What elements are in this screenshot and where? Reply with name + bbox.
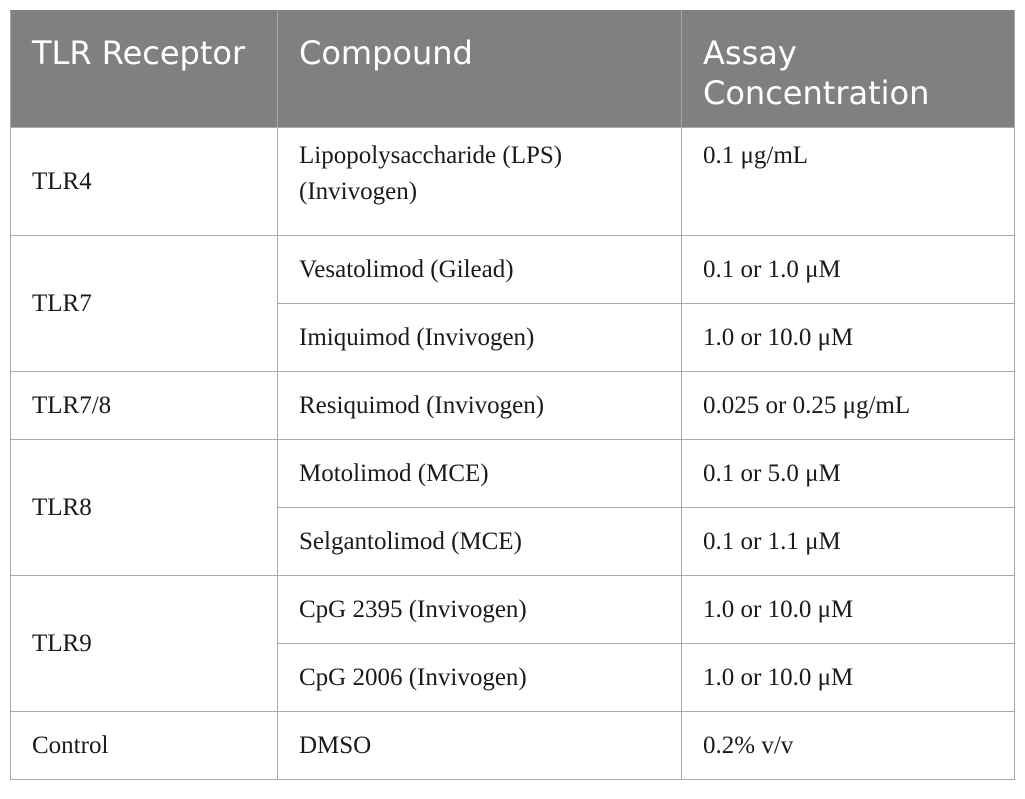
receptor-cell: TLR4 — [11, 128, 278, 236]
header-row — [11, 11, 1015, 128]
receptor-cell: Control — [11, 712, 278, 780]
tlr-compound-table — [10, 10, 1015, 780]
compound-cell: Resiquimod (Invivogen) — [278, 372, 682, 440]
table-row — [11, 576, 1015, 644]
concentration-cell: 0.2% v/v — [682, 712, 1015, 780]
table-row — [11, 236, 1015, 304]
concentration-cell: 1.0 or 10.0 μM — [682, 576, 1015, 644]
concentration-cell: 0.1 μg/mL — [682, 128, 1015, 236]
table-row — [11, 440, 1015, 508]
compound-cell: CpG 2006 (Invivogen) — [278, 644, 682, 712]
table-row — [11, 372, 1015, 440]
compound-cell: Vesatolimod (Gilead) — [278, 236, 682, 304]
compound-cell: Imiquimod (Invivogen) — [278, 304, 682, 372]
table-body — [11, 128, 1015, 780]
concentration-cell: 1.0 or 10.0 μM — [682, 644, 1015, 712]
compound-cell: Lipopolysaccharide (LPS) (Invivogen) — [278, 128, 682, 236]
header-tlr-receptor: TLR Receptor — [11, 11, 278, 128]
table-header — [11, 11, 1015, 128]
concentration-cell: 0.025 or 0.25 μg/mL — [682, 372, 1015, 440]
table-row — [11, 712, 1015, 780]
compound-cell: Selgantolimod (MCE) — [278, 508, 682, 576]
concentration-cell: 1.0 or 10.0 μM — [682, 304, 1015, 372]
concentration-cell: 0.1 or 1.1 μM — [682, 508, 1015, 576]
header-compound: Compound — [278, 11, 682, 128]
receptor-cell: TLR9 — [11, 576, 278, 712]
compound-cell: CpG 2395 (Invivogen) — [278, 576, 682, 644]
receptor-cell: TLR7 — [11, 236, 278, 372]
receptor-cell: TLR8 — [11, 440, 278, 576]
table-row — [11, 128, 1015, 236]
receptor-cell: TLR7/8 — [11, 372, 278, 440]
compound-cell: Motolimod (MCE) — [278, 440, 682, 508]
concentration-cell: 0.1 or 1.0 μM — [682, 236, 1015, 304]
compound-cell: DMSO — [278, 712, 682, 780]
concentration-cell: 0.1 or 5.0 μM — [682, 440, 1015, 508]
header-assay-concentration: Assay Concentration — [682, 11, 1015, 128]
